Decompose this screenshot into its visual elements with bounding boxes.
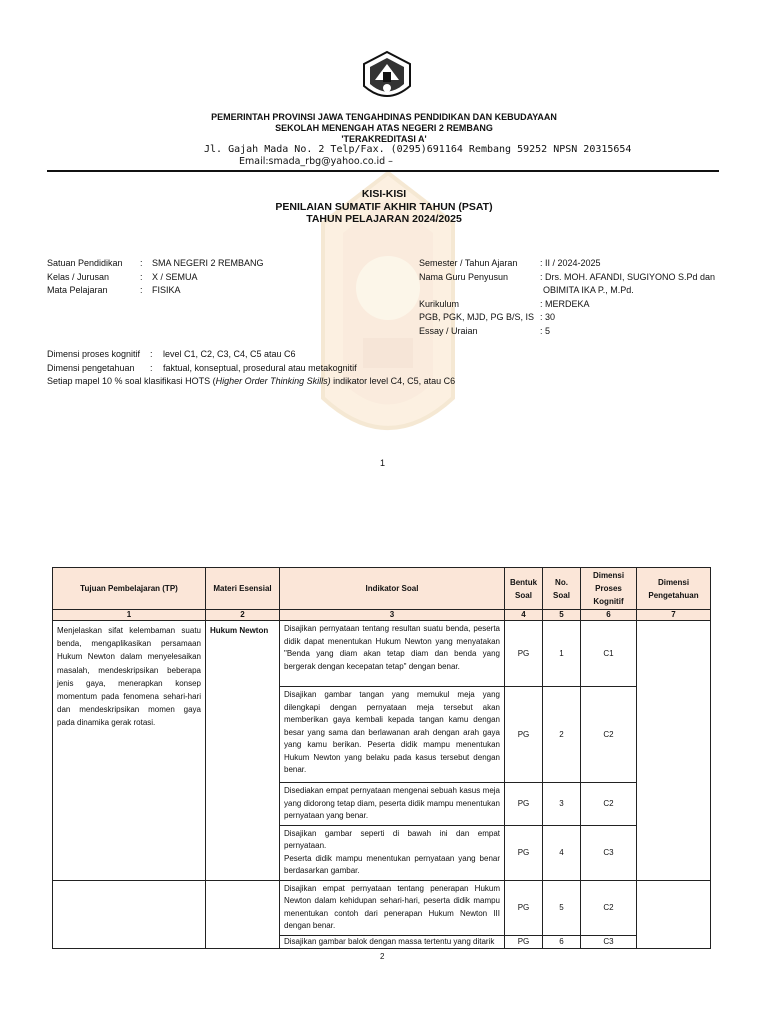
proses-cell: C2 (581, 783, 637, 826)
col-number: 5 (543, 610, 581, 621)
info-value: : II / 2024-2025 (540, 258, 601, 268)
info-label: Essay / Uraian (419, 325, 478, 336)
bentuk-cell: PG (505, 783, 543, 826)
info-left-block (47, 257, 264, 298)
info-label (419, 284, 543, 298)
info-right-row (419, 271, 719, 285)
indikator-cell: Disajikan gambar seperti di bawah ini dan empat pernyataan. Peserta didik mampu menentukan pernyataan yang benar berdasarkan gambar. (280, 825, 505, 880)
info-label: PGB, PGK, MJD, PG B/S, IS (419, 312, 535, 322)
header-bentuk: Bentuk Soal (505, 568, 543, 610)
letterhead-line-3: 'TERAKREDITASI A' (341, 134, 427, 144)
title-line-2: PENILAIAN SUMATIF AKHIR TAHUN (PSAT) (275, 200, 493, 213)
pengetahuan-cell (637, 880, 711, 949)
indikator-cell: Disediakan empat pernyataan mengenai sebuah kasus meja yang didorong tetap diam, peserta didik mampu menentukan pernyataan yang benar. (280, 783, 505, 826)
tp-cell: Menjelaskan sifat kelembaman suatu benda, mengaplikasikan persamaan Hukum Newton dalam menyelesaikan masalah, mendeskripsikan beberapa jenis gaya, menerapkan konsep momentum pada fenomena sehari-hari dan mendeskripsikan momen gaya pada dinamika gerak rotasi. (53, 621, 206, 881)
kisi-kisi-table (52, 567, 711, 949)
info-label: Kurikulum (419, 298, 460, 309)
col-number: 6 (581, 610, 637, 621)
letterhead-line-1: PEMERINTAH PROVINSI JAWA TENGAHDINAS PENDIDIKAN DAN KEBUDAYAAN (211, 112, 557, 122)
proses-cell: C2 (581, 687, 637, 783)
province-logo-icon (361, 50, 413, 106)
dimensi-colon: : (150, 362, 153, 373)
school-email: Email:smada_rbg@yahoo.co.id – (239, 156, 393, 167)
document-title (0, 188, 768, 226)
school-address: Jl. Gajah Mada No. 2 Telp/Fax. (0295)691164 Rembang 59252 NPSN 20315654 (204, 144, 632, 155)
table-row (53, 621, 711, 687)
dimensi-block (47, 348, 357, 375)
proses-cell: C2 (581, 880, 637, 935)
col-number: 1 (53, 610, 206, 621)
no-cell: 6 (543, 935, 581, 949)
col-number: 4 (505, 610, 543, 621)
title-line-3: TAHUN PELAJARAN 2024/2025 (306, 213, 462, 225)
info-right-row (419, 284, 719, 298)
header-materi: Materi Esensial (206, 568, 280, 610)
info-value: : Drs. MOH. AFANDI, SUGIYONO S.Pd dan (540, 271, 716, 282)
dimensi-value: faktual, konseptual, prosedural atau metakognitif (163, 362, 357, 373)
letterhead (0, 112, 768, 145)
pengetahuan-cell (637, 621, 711, 881)
hots-suffix: indikator level C4, C5, atau C6 (330, 376, 456, 386)
col-number: 2 (206, 610, 280, 621)
dimensi-row (47, 348, 357, 362)
page-number-1: 1 (380, 458, 386, 468)
indikator-cell: Disajikan pernyataan tentang resultan suatu benda, peserta didik dapat menentukan Hukum Newton yang menyatakan "Benda yang diam akan tetap diam dan benda yang bergerak dengan kecepatan tetap" dengan benar. (280, 621, 505, 687)
info-value: X / SEMUA (152, 271, 198, 282)
proses-cell: C3 (581, 825, 637, 880)
info-right-row (419, 257, 719, 271)
info-value: : MERDEKA (540, 298, 590, 309)
info-right-row (419, 325, 719, 339)
no-cell: 4 (543, 825, 581, 880)
info-label: Mata Pelajaran (47, 285, 108, 295)
dimensi-value: level C1, C2, C3, C4, C5 atau C6 (163, 349, 296, 359)
indikator-cell: Disajikan gambar balok dengan massa tertentu yang ditarik (280, 935, 505, 949)
page-number-2: 2 (380, 952, 385, 961)
no-cell: 1 (543, 621, 581, 687)
header-proses: Dimensi Proses Kognitif (581, 568, 637, 610)
indikator-cell: Disajikan empat pernyataan tentang penerapan Hukum Newton dalam kehidupan sehari-hari, peserta didik mampu menentukan contoh dari penerapan Hukum Newton III dengan benar. (280, 880, 505, 935)
info-left-row (47, 271, 264, 285)
materi-cell-empty (206, 880, 280, 949)
letterhead-line-2: SEKOLAH MENENGAH ATAS NEGERI 2 REMBANG (275, 123, 493, 133)
info-left-row (47, 257, 264, 271)
dimensi-label: Dimensi pengetahuan (47, 362, 135, 373)
bentuk-cell: PG (505, 687, 543, 783)
info-right-row (419, 298, 719, 312)
col-number: 3 (280, 610, 505, 621)
hots-note (47, 375, 455, 389)
proses-cell: C1 (581, 621, 637, 687)
table-header-row (53, 568, 711, 610)
info-value: : 5 (540, 325, 551, 336)
info-right-row (419, 311, 719, 325)
bentuk-cell: PG (505, 621, 543, 687)
dimensi-label: Dimensi proses kognitif (47, 349, 141, 359)
info-value: OBIMITA IKA P., M.Pd. (543, 285, 634, 295)
header-pengetahuan: Dimensi Pengetahuan (637, 568, 711, 610)
hots-prefix: Setiap mapel 10 % soal klasifikasi HOTS ( (47, 376, 216, 386)
table-row (53, 880, 711, 935)
letterhead-divider (47, 170, 719, 172)
header-tp: Tujuan Pembelajaran (TP) (53, 568, 206, 610)
title-line-1: KISI-KISI (361, 188, 407, 200)
bentuk-cell: PG (505, 935, 543, 949)
info-label: Nama Guru Penyusun (419, 271, 509, 282)
bentuk-cell: PG (505, 825, 543, 880)
header-no: No. Soal (543, 568, 581, 610)
info-label: Satuan Pendidikan (47, 258, 123, 268)
bentuk-cell: PG (505, 880, 543, 935)
no-cell: 3 (543, 783, 581, 826)
tp-cell-empty (53, 880, 206, 949)
dimensi-row (47, 362, 357, 376)
proses-cell: C3 (581, 935, 637, 949)
info-colon: : (140, 285, 143, 295)
info-right-block (419, 257, 719, 338)
info-left-row (47, 284, 264, 298)
info-label: Kelas / Jurusan (47, 271, 110, 282)
info-value: FISIKA (152, 285, 181, 295)
info-value: SMA NEGERI 2 REMBANG (152, 258, 264, 268)
col-number: 7 (637, 610, 711, 621)
info-colon: : (140, 271, 143, 282)
materi-cell: Hukum Newton (206, 621, 280, 881)
info-colon: : (140, 258, 143, 268)
dimensi-colon: : (150, 349, 153, 359)
no-cell: 5 (543, 880, 581, 935)
info-label: Semester / Tahun Ajaran (419, 258, 518, 268)
table-number-row (53, 610, 711, 621)
info-value: : 30 (540, 312, 556, 322)
indikator-cell: Disajikan gambar tangan yang memukul meja yang dilengkapi dengan pernyataan meja tersebut akan memberikan gaya kembali kepada tangan kamu dengan besar yang sama dan berlawanan arah dengan arah gaya yang kamu berikan. Peserta didik mampu menentukan Hukum Newton yang belaku pada kasus tersebut dengan benar. (280, 687, 505, 783)
hots-italic: Higher Order Thinking Skills) (215, 376, 331, 386)
no-cell: 2 (543, 687, 581, 783)
header-indikator: Indikator Soal (280, 568, 505, 610)
